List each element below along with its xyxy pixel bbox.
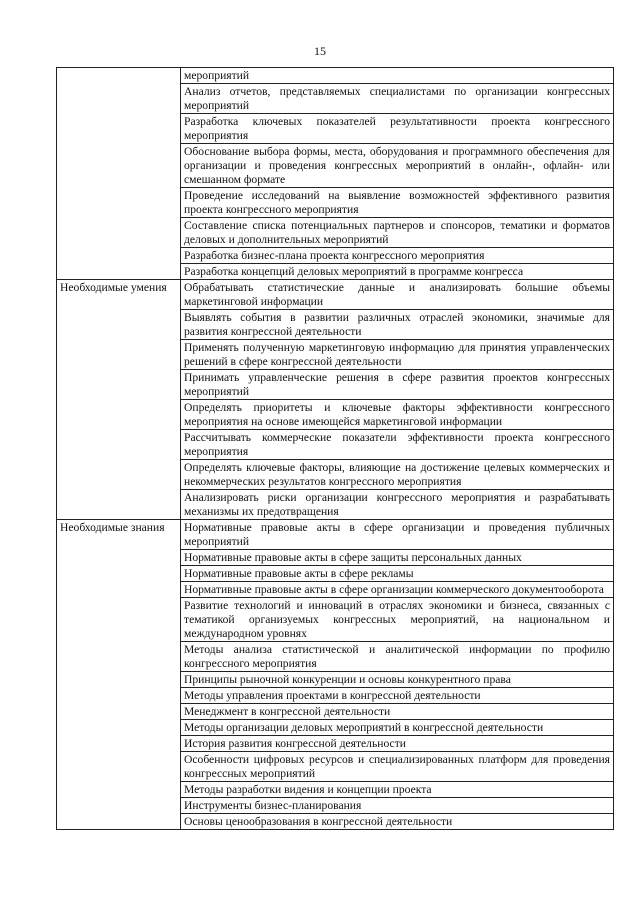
page-number: 15 — [314, 44, 326, 58]
table-cell: Основы ценообразования в конгрессной деятельности — [181, 814, 614, 830]
table-cell: Составление списка потенциальных партнеров и спонсоров, тематики и форматов деловых и дополнительных мероприятий — [181, 218, 614, 248]
table-row — [57, 68, 614, 84]
table-cell: Применять полученную маркетинговую информацию для принятия управленческих решений в сфере конгрессной деятельности — [181, 340, 614, 370]
table-cell: Методы разработки видения и концепции проекта — [181, 782, 614, 798]
table-cell: Рассчитывать коммерческие показатели эффективности проекта конгрессного мероприятия — [181, 430, 614, 460]
table-cell: Нормативные правовые акты в сфере защиты персональных данных — [181, 550, 614, 566]
table-cell: Анализировать риски организации конгрессного мероприятия и разрабатывать механизмы их предотвращения — [181, 490, 614, 520]
table-cell: Принципы рыночной конкуренции и основы конкурентного права — [181, 672, 614, 688]
table-cell: Методы анализа статистической и аналитической информации по профилю конгрессного мероприятия — [181, 642, 614, 672]
section-label — [57, 68, 181, 280]
table-cell: Разработка бизнес-плана проекта конгрессного мероприятия — [181, 248, 614, 264]
table-cell: мероприятий — [181, 68, 614, 84]
table-cell: Определять приоритеты и ключевые факторы эффективности конгрессного мероприятия на основе имеющейся маркетинговой информации — [181, 400, 614, 430]
table-cell: Разработка ключевых показателей результативности проекта конгрессного мероприятия — [181, 114, 614, 144]
table-cell: Нормативные правовые акты в сфере организации коммерческого документооборота — [181, 582, 614, 598]
table-cell: Принимать управленческие решения в сфере развития проектов конгрессных мероприятий — [181, 370, 614, 400]
table-cell: Обоснование выбора формы, места, оборудования и программного обеспечения для организации и проведения конгрессных мероприятий в онлайн-, офлайн- или смешанном формате — [181, 144, 614, 188]
table-cell: Обрабатывать статистические данные и анализировать большие объемы маркетинговой информации — [181, 280, 614, 310]
table-cell: Развитие технологий и инноваций в отраслях экономики и бизнеса, связанных с тематикой организуемых конгрессных мероприятий, на национальном и международном уровнях — [181, 598, 614, 642]
table-row — [57, 280, 614, 310]
table-cell: Нормативные правовые акты в сфере организации и проведения публичных мероприятий — [181, 520, 614, 550]
table-cell: Нормативные правовые акты в сфере рекламы — [181, 566, 614, 582]
section-label: Необходимые умения — [57, 280, 181, 520]
table-cell: Определять ключевые факторы, влияющие на достижение целевых коммерческих и некоммерческих результатов конгрессного мероприятия — [181, 460, 614, 490]
table-cell: Методы управления проектами в конгрессной деятельности — [181, 688, 614, 704]
table-row — [57, 520, 614, 550]
table-cell: Выявлять события в развитии различных отраслей экономики, значимые для развития конгрессной деятельности — [181, 310, 614, 340]
table-cell: Проведение исследований на выявление возможностей эффективного развития проекта конгрессного мероприятия — [181, 188, 614, 218]
table-cell: Особенности цифровых ресурсов и специализированных платформ для проведения конгрессных мероприятий — [181, 752, 614, 782]
competency-table — [56, 67, 614, 830]
section-label: Необходимые знания — [57, 520, 181, 830]
table-cell: Инструменты бизнес-планирования — [181, 798, 614, 814]
table-cell: Методы организации деловых мероприятий в конгрессной деятельности — [181, 720, 614, 736]
competency-table-body — [57, 68, 614, 830]
table-cell: Анализ отчетов, представляемых специалистами по организации конгрессных мероприятий — [181, 84, 614, 114]
table-cell: История развития конгрессной деятельности — [181, 736, 614, 752]
table-cell: Менеджмент в конгрессной деятельности — [181, 704, 614, 720]
table-cell: Разработка концепций деловых мероприятий в программе конгресса — [181, 264, 614, 280]
